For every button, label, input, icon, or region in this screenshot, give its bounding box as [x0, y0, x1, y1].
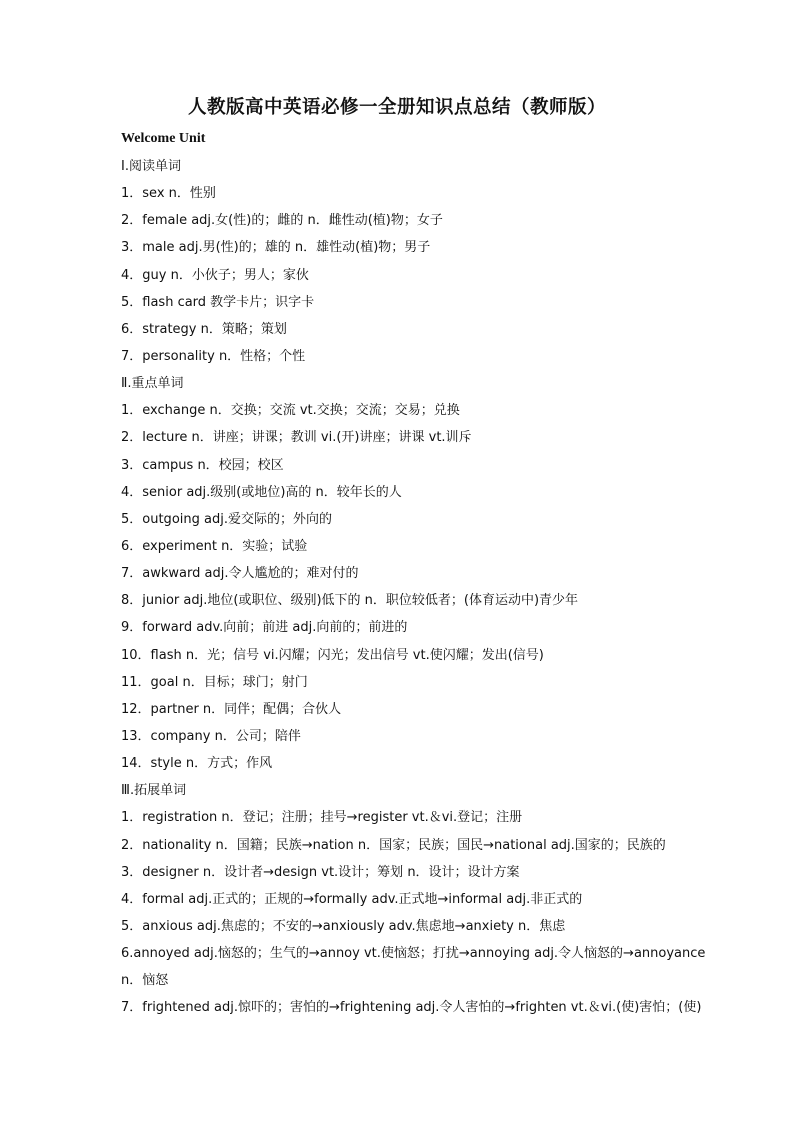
list-item: 14．style n．方式；作风 [121, 756, 273, 772]
list-item: 10．flash n．光；信号 vi.闪耀；闪光；发出信号 vt.使闪耀；发出(信号) [121, 647, 544, 663]
document-title: 人教版高中英语必修一全册知识点总结（教师版） [187, 97, 606, 118]
list-item: 11．goal n．目标；球门；射门 [121, 674, 308, 690]
list-item: 6．experiment n．实验；试验 [121, 538, 308, 554]
list-item: 9．forward adv.向前；前进 adj.向前的；前进的 [121, 620, 408, 636]
list-item: 7．frightened adj.惊吓的；害怕的→frightening adj.令人害怕的→frighten vt.＆vi.(使)害怕；(使) [121, 1000, 702, 1016]
list-item: 7．personality n．性格；个性 [121, 348, 306, 364]
list-item: 4．formal adj.正式的；正规的→formally adv.正式地→informal adj.非正式的 [121, 891, 583, 907]
list-item: 7．awkward adj.令人尴尬的；难对付的 [121, 566, 359, 582]
unit-heading: Welcome Unit [121, 131, 206, 146]
list-item: 3．campus n．校园；校区 [121, 457, 284, 473]
list-item: 3．designer n．设计者→design vt.设计；筹划 n．设计；设计方案 [121, 864, 520, 880]
list-item: 6．strategy n．策略；策划 [121, 321, 287, 337]
list-item: 12．partner n．同伴；配偶；合伙人 [121, 701, 342, 717]
list-item: 4．guy n．小伙子；男人；家伙 [121, 267, 309, 283]
list-item: 6.annoyed adj.恼怒的；生气的→annoy vt.使恼怒；打扰→annoying adj.令人恼怒的→annoyance [121, 946, 706, 962]
list-item-continuation: n．恼怒 [121, 973, 169, 989]
list-item: 1．exchange n．交换；交流 vt.交换；交流；交易；兑换 [121, 403, 460, 419]
list-item: 5．flash card 教学卡片；识字卡 [121, 294, 315, 310]
list-item: 2．lecture n．讲座；讲课；教训 vi.(开)讲座；讲课 vt.训斥 [121, 430, 472, 446]
list-item: 2．female adj.女(性)的；雌的 n．雌性动(植)物；女子 [121, 213, 443, 229]
list-item: 3．male adj.男(性)的；雄的 n．雄性动(植)物；男子 [121, 240, 431, 256]
list-item: 1．sex n．性别 [121, 186, 216, 202]
section-heading-extended-words: Ⅲ.拓展单词 [121, 783, 187, 799]
list-item: 5．anxious adj.焦虑的；不安的→anxiously adv.焦虑地→anxiety n．焦虑 [121, 918, 566, 934]
list-item: 13．company n．公司；陪伴 [121, 728, 301, 744]
section-heading-reading: Ⅰ.阅读单词 [121, 159, 181, 174]
list-item: 2．nationality n．国籍；民族→nation n．国家；民族；国民→national adj.国家的；民族的 [121, 837, 666, 853]
list-item: 1．registration n．登记；注册；挂号→register vt.＆vi.登记；注册 [121, 810, 523, 826]
list-item: 4．senior adj.级别(或地位)高的 n．较年长的人 [121, 484, 402, 500]
list-item: 5．outgoing adj.爱交际的；外向的 [121, 511, 332, 527]
section-heading-key-words: Ⅱ.重点单词 [121, 376, 184, 392]
vocabulary-list [121, 157, 706, 1026]
list-item: 8．junior adj.地位(或职位、级别)低下的 n．职位较低者；(体育运动中)青少年 [121, 593, 579, 609]
